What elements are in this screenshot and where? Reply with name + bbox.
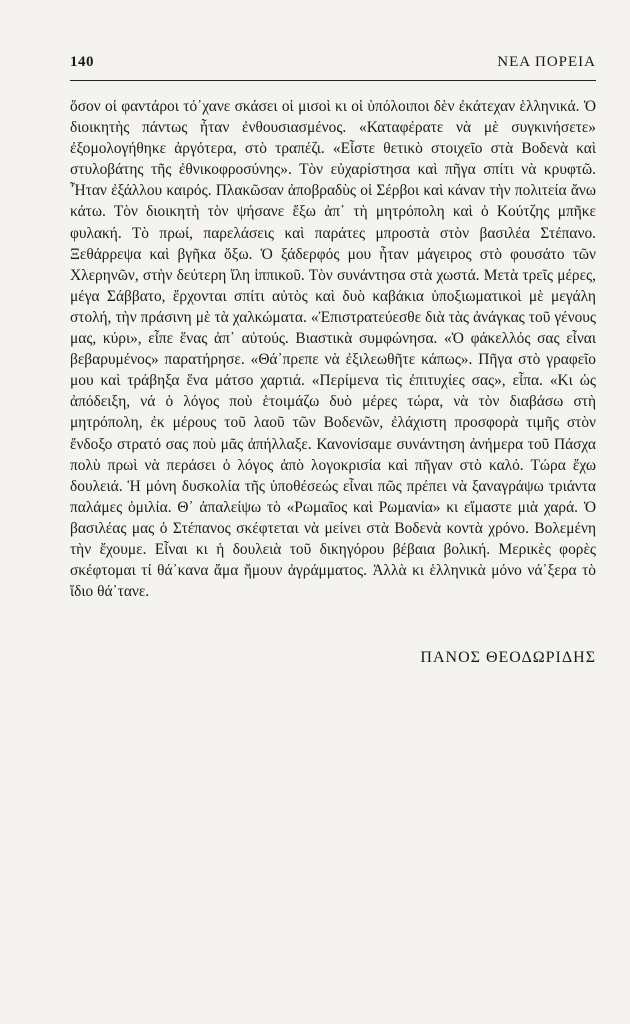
page-header [70,54,596,74]
header-rule [70,80,596,81]
running-title: ΝΕΑ ΠΟΡΕΙΑ [497,54,596,70]
body-paragraph: ὅσον οἱ φαντάροι τό᾽χανε σκάσει οἱ μισοὶ κι οἱ ὑπόλοιποι δὲν ἐκάτεχαν ἑλληνικά. Ὁ διοικητὴς πάντως ἦταν ἐνθουσιασμένος. «Καταφέρατε νὰ μὲ συγκινήσετε» ἐξομολογήθηκε ἀργότερα, στὸ τραπέζι. «Εἶστε θετικὸ στοιχεῖο στὰ Βοδενὰ καὶ στυλοβάτης τῆς ἐθνικοφροσύνης». Τὸν εὐχαρίστησα καὶ πῆγα σπίτι νὰ κρυφτῶ. Ἦταν ἐξάλλου καιρός. Πλακῶσαν ἀποβραδὺς οἱ Σέρβοι καὶ κάναν τὴν πολιτεία ἄνω κάτω. Τὸν διοικητὴ τὸν ψήσανε ἔξω ἀπ᾽ τὴ μητρόπολη καὶ ὁ Κούτζης μπῆκε φυλακή. Τὸ πρωί, παρελάσεις καὶ παράτες μπροστὰ στὸν βασιλέα Στέπανο. Ξεθάρρεψα καὶ βγῆκα ὄξω. Ὁ ξάδερφός μου ἦταν μάγειρος στὸ φουσάτο τῶν Χλερηνῶν, στὴν δεύτερη ἴλη ἱππικοῦ. Τὸν συνάντησα στὰ χωστά. Μετὰ τρεῖς μέρες, μέγα Σάββατο, ἔρχονται σπίτι αὐτὸς καὶ δυὸ καβάκια ὑποξιωματικοὶ μὲ μεγάλη στολή, τὴν πράσινη μὲ τὰ χαλκώματα. «Ἐπιστρατεύεσθε διὰ τὰς ἀνάγκας τοῦ γένους μας, κύρι», εἶπε ἕνας ἀπ᾽ αὐτούς. Βιαστικὰ συμφώνησα. «Ὁ φάκελλός σας εἶναι βεβαρυμένος» παρατήρησε. «Θά᾽πρεπε νὰ ἐξιλεωθῆτε κάπως». Πῆγα στὸ γραφεῖο μου καὶ τράβηξα ἕνα μάτσο χαρτιά. «Περίμενα τὶς ἐπιτυχίες σας», εἶπα. «Κι ὡς ἀπόδειξη, νά ὁ λόγος ποὺ ἑτοιμάζω δυὸ μέρες τώρα, νὰ τὸν διαβάσω στὴ μητρόπολη, ἐκ μέρους τοῦ λαοῦ τῶν Βοδενῶν, ἐλάχιστη προσφορὰ τιμῆς στὸν ἔνδοξο στρατό σας ποὺ μᾶς ἀπήλλαξε. Κανονίσαμε συνάντηση ἀνήμερα τοῦ Πάσχα πολὺ πρωὶ νὰ περάσει ὁ λόγος ἀπὸ λογοκρισία καὶ πῆγαν στὸ καλό. Τώρα ἔχω δουλειά. Ἡ μόνη δυσκολία τῆς ὑποθέσεώς εἶναι πῶς πρέπει νὰ ξαναγράψω τριάντα παλάμες ὁμιλία. Θ᾽ ἀπαλείψω τὸ «Ρωμαῖος καὶ Ρωμανία» κι εἴμαστε μιὰ χαρά. Ὁ βασιλέας μας ὁ Στέπανος σκέφτεται νὰ μείνει στὰ Βοδενὰ κοντὰ χρόνο. Βολεμένη τὴν ἔχουμε. Εἶναι κι ἡ δουλειὰ τοῦ δικηγόρου βέβαια βολική. Μερικὲς φορὲς σκέφτομαι τί θά᾽κανα ἄμα ἤμουν ἀγράμματος. Ἀλλὰ κι ἑλληνικὰ μόνο νά᾽ξερα τὸ ἴδιο θά᾽τανε. [70,98,596,601]
page-number: 140 [70,54,94,70]
author-signature: ΠΑΝΟΣ ΘΕΟΔΩΡΙΔΗΣ [420,649,596,666]
